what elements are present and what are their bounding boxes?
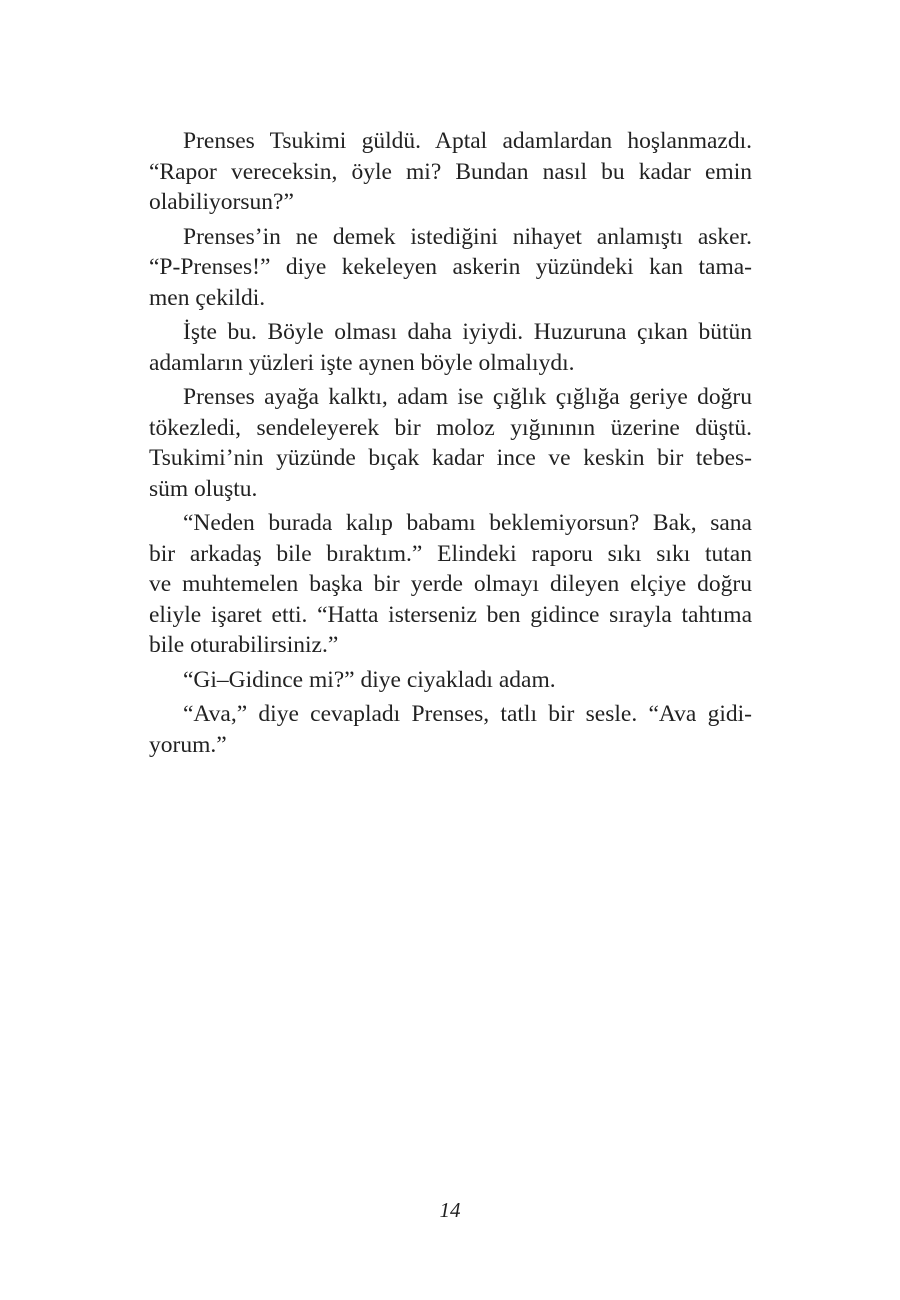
- text-line: Prenses ayağa kalktı, adam ise çığlık çığlığa geriye doğru: [183, 384, 752, 410]
- text-line: adamların yüzleri işte aynen böyle olmalıydı.: [149, 349, 575, 376]
- text-line: bir arkadaş bile bıraktım.” Elindeki raporu sıkı sıkı tutan: [149, 540, 752, 567]
- text-line: Prenses Tsukimi güldü. Aptal adamlardan hoşlanmazdı.: [183, 128, 752, 154]
- text-line: “Gi–Gidince mi?” diye ciyakladı adam.: [183, 666, 556, 693]
- paragraph-7: [149, 699, 752, 760]
- text-line: “P-Prenses!” diye kekeleyen askerin yüzündeki kan tama-: [149, 254, 752, 280]
- paragraph-6: [149, 665, 752, 696]
- text-line: İşte bu. Böyle olması daha iyiydi. Huzuruna çıkan bütün: [183, 319, 752, 345]
- paragraph-1: [149, 126, 752, 218]
- page-number: 14: [439, 1198, 461, 1222]
- text-line: ve muhtemelen başka bir yerde olmayı dileyen elçiye doğru: [149, 571, 752, 597]
- text-line: Tsukimi’nin yüzünde bıçak kadar ince ve keskin bir tebes-: [149, 445, 752, 471]
- text-line: men çekildi.: [149, 284, 266, 311]
- paragraph-3: [149, 317, 752, 378]
- text-line: “Neden burada kalıp babamı beklemiyorsun? Bak, sana: [183, 510, 752, 536]
- text-line: bile oturabilirsiniz.”: [149, 632, 339, 658]
- text-line: eliyle işaret etti. “Hatta isterseniz ben gidince sırayla tahtıma: [149, 601, 752, 628]
- text-line: süm oluştu.: [149, 475, 258, 502]
- paragraph-4: [149, 382, 752, 504]
- paragraph-2: [149, 222, 752, 314]
- text-line: yorum.”: [149, 731, 227, 758]
- body-text: [149, 126, 752, 764]
- paragraph-5: [149, 508, 752, 661]
- text-line: tökezledi, sendeleyerek bir moloz yığınının üzerine düştü.: [149, 414, 752, 441]
- text-line: “Ava,” diye cevapladı Prenses, tatlı bir sesle. “Ava gidi-: [183, 701, 752, 727]
- text-line: Prenses’in ne demek istediğini nihayet anlamıştı asker.: [183, 223, 752, 250]
- text-line: olabiliyorsun?”: [149, 189, 294, 215]
- text-line: “Rapor vereceksin, öyle mi? Bundan nasıl bu kadar emin: [149, 158, 752, 185]
